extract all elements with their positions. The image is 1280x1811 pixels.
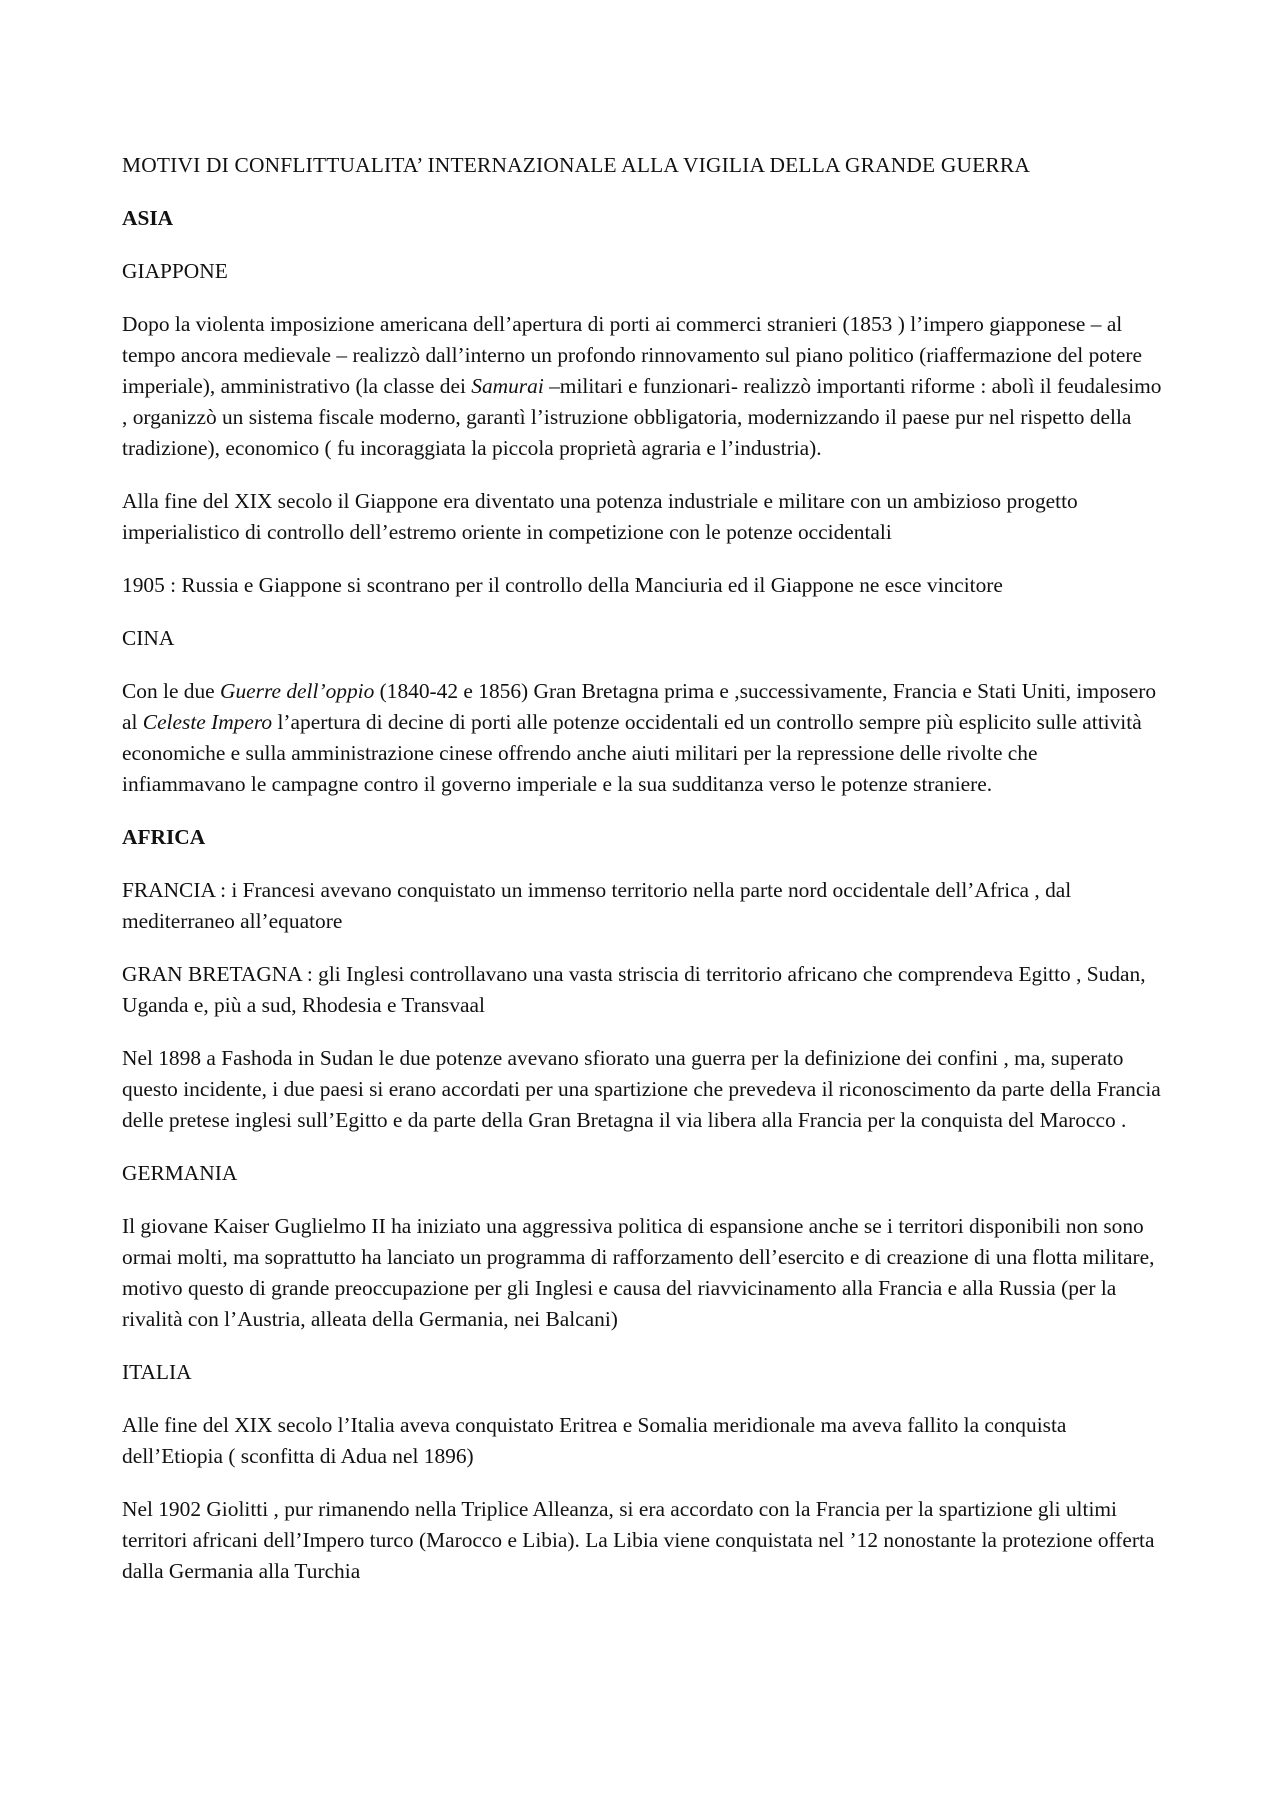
paragraph-francia: FRANCIA : i Francesi avevano conquistato un immenso territorio nella parte nord occidentale dell’Africa , dal mediterraneo all’equatore (122, 878, 1072, 933)
section-heading-asia: ASIA (122, 206, 174, 230)
text-run: Con le due (122, 679, 221, 703)
text-run: (1840-42 e 1856) Gran Bretagna prima e ,successivamente, Francia e Stati Uniti, imposero al (122, 679, 1157, 734)
paragraph-giappone-2: Alla fine del XIX secolo il Giappone era diventato una potenza industriale e militare con un ambizioso progetto imperialistico di controllo dell’estremo oriente in competizione con le potenze occidentali (122, 489, 1078, 544)
paragraph-fashoda: Nel 1898 a Fashoda in Sudan le due potenze avevano sfiorato una guerra per la definizione dei confini , ma, superato questo incidente, i due paesi si erano accordati per una spartizione che prevedeva il riconoscimento da parte della Francia delle pretese inglesi sull’Egitto e da parte della Gran Bretagna il via libera alla Francia per la conquista del Marocco . (122, 1046, 1161, 1132)
subheading-giappone: GIAPPONE (122, 259, 228, 283)
text-run: Dopo la violenta imposizione americana dell’apertura di porti ai commerci stranieri (1853 ) l’impero giapponese – al tempo ancora medievale – realizzò dall’interno un profondo rinnovamento sul piano politico (riaffermazione del potere imperiale), amministrativo (la classe dei (122, 312, 1143, 398)
subheading-cina: CINA (122, 626, 175, 650)
paragraph-giappone-1 (122, 309, 1162, 464)
paragraph-germania-1: Il giovane Kaiser Guglielmo II ha iniziato una aggressiva politica di espansione anche se i territori disponibili non sono ormai molti, ma soprattutto ha lanciato un programma di rafforzamento dell’esercito e di creazione di una flotta militare, motivo questo di grande preoccupazione per gli Inglesi e causa del riavvicinamento alla Francia e alla Russia (per la rivalità con l’Austria, alleata della Germania, nei Balcani) (122, 1214, 1155, 1331)
text-run: –militari e funzionari- realizzò importanti riforme : abolì il feudalesimo , organizzò un sistema fiscale moderno, garantì l’istruzione obbligatoria, modernizzando il paese pur nel rispetto della tradizione), economico ( fu incoraggiata la piccola proprietà agraria e l’industria). (122, 374, 1162, 460)
document-title: MOTIVI DI CONFLITTUALITA’ INTERNAZIONALE ALLA VIGILIA DELLA GRANDE GUERRA (122, 153, 1030, 177)
italic-term-guerre-oppio: Guerre dell’oppio (220, 679, 375, 703)
paragraph-giappone-3: 1905 : Russia e Giappone si scontrano per il controllo della Manciuria ed il Giappone ne esce vincitore (122, 573, 1003, 597)
paragraph-cina-1 (122, 676, 1162, 800)
italic-term-samurai: Samurai (471, 374, 544, 398)
subheading-germania: GERMANIA (122, 1161, 238, 1185)
paragraph-italia-2: Nel 1902 Giolitti , pur rimanendo nella Triplice Alleanza, si era accordato con la Francia per la spartizione gli ultimi territori africani dell’Impero turco (Marocco e Libia). La Libia viene conquistata nel ’12 nonostante la protezione offerta dalla Germania alla Turchia (122, 1497, 1155, 1583)
italic-term-celeste-impero: Celeste Impero (142, 710, 273, 734)
paragraph-gran-bretagna: GRAN BRETAGNA : gli Inglesi controllavano una vasta striscia di territorio africano che comprendeva Egitto , Sudan, Uganda e, più a sud, Rhodesia e Transvaal (122, 962, 1146, 1017)
section-heading-africa: AFRICA (122, 825, 206, 849)
paragraph-italia-1: Alle fine del XIX secolo l’Italia aveva conquistato Eritrea e Somalia meridionale ma aveva fallito la conquista dell’Etiopia ( sconfitta di Adua nel 1896) (122, 1413, 1067, 1468)
document-page (122, 150, 1162, 1609)
text-run: l’apertura di decine di porti alle potenze occidentali ed un controllo sempre più esplicito sulle attività economiche e sulla amministrazione cinese offrendo anche aiuti militari per la repressione delle rivolte che infiammavano le campagne contro il governo imperiale e la sua sudditanza verso le potenze straniere. (122, 710, 1142, 796)
subheading-italia: ITALIA (122, 1360, 192, 1384)
